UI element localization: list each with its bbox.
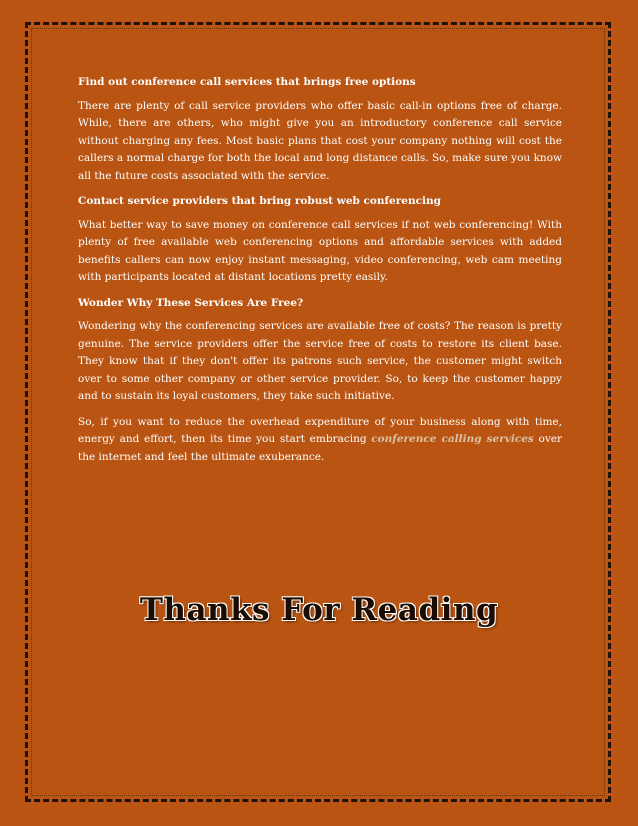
section-heading: Wonder Why These Services Are Free? (78, 296, 304, 309)
section-why-free (78, 295, 562, 406)
article-body (78, 74, 562, 474)
section-heading: Contact service providers that bring robust web conferencing (78, 195, 441, 207)
section-web-conferencing (78, 193, 562, 287)
conference-calling-services-link[interactable]: conference calling services (371, 433, 534, 445)
section-free-options (78, 74, 562, 185)
section-paragraph: What better way to save money on conference call services if not web conferencing! With plenty of free available web conferencing options and affordable services with added benefits callers can now enjoy instant messaging, video conferencing, web cam meeting with participants located at distant locations pretty easily. (78, 218, 562, 283)
closing-paragraph (78, 414, 562, 467)
thanks-for-reading-title: Thanks For Reading (139, 592, 499, 628)
section-heading: Find out conference call services that brings free options (78, 76, 416, 88)
section-paragraph: Wondering why the conferencing services are available free of costs? The reason is pretty genuine. The service providers offer the service free of costs to restore its client base. They know that if they don't offer its patrons such service, the customer might switch over to some other company or other service provider. So, to keep the customer happy and to sustain its loyal customers, they take such initiative. (78, 320, 562, 402)
closing-text-after: over the internet and feel the ultimate exuberance. (78, 433, 563, 463)
section-paragraph: There are plenty of call service providers who offer basic call-in options free of charge. While, there are others, who might give you an introductory conference call service without charging any fees. Most basic plans that cost your company nothing will cost the callers a normal charge for both the local and long distance calls. So, make sure you know all the future costs associated with the service. (78, 99, 562, 182)
closing-text-before: So, if you want to reduce the overhead expenditure of your business along with time, energy and effort, then its time you start embracing (78, 415, 562, 445)
